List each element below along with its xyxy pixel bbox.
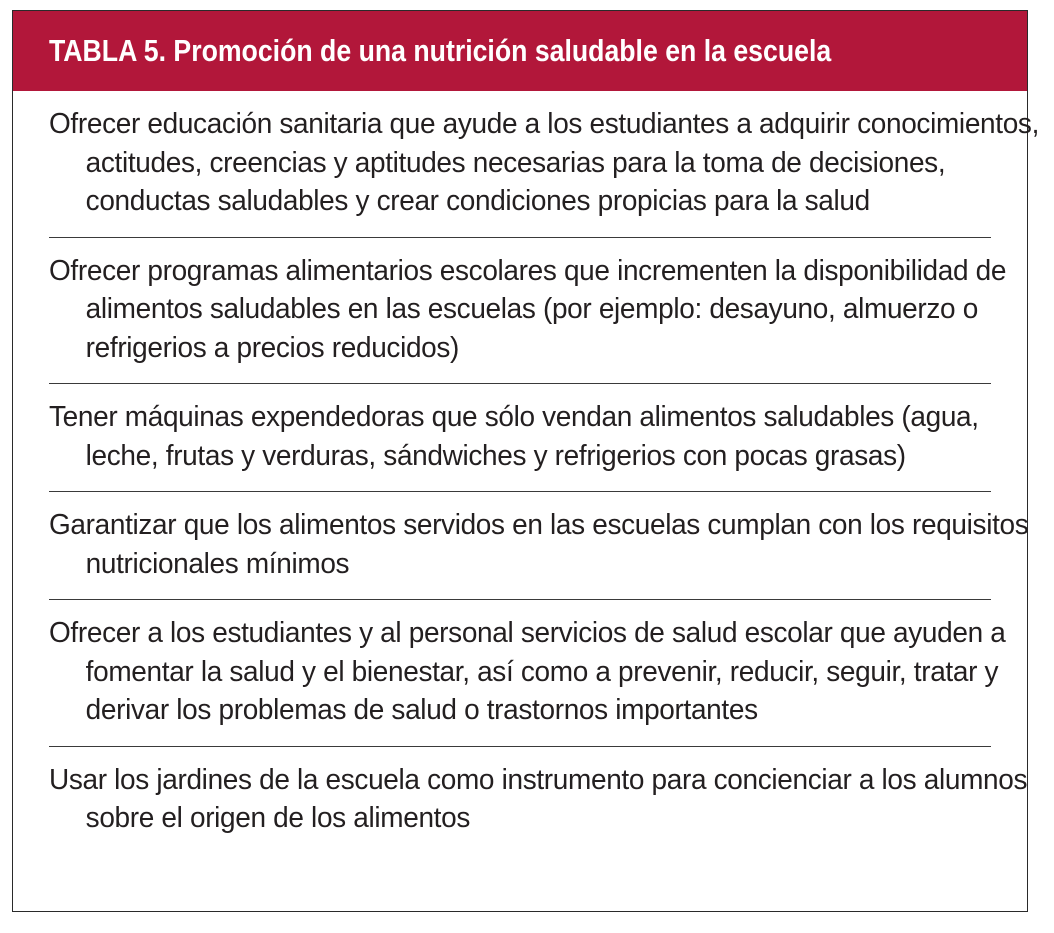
row-text-1: Ofrecer educación sanitaria que ayude a los estudiantes a adquirir conocimientos, actitudes, creencias y aptitudes necesarias para la toma de decisiones, conductas saludables y crear condiciones propicias para la salud — [49, 108, 1040, 217]
table-header — [13, 11, 1027, 91]
row-text-6: Usar los jardines de la escuela como instrumento para concienciar a los alumnos sobre el origen de los alimentos — [49, 763, 1028, 834]
nutrition-table — [12, 10, 1040, 912]
row-text-5: Ofrecer a los estudiantes y al personal servicios de salud escolar que ayuden a fomentar la salud y el bienestar, así como a prevenir, reducir, seguir, tratar y derivar los problemas de salud o trastornos importantes — [49, 617, 1006, 726]
table-row — [49, 91, 1040, 238]
table-row — [49, 747, 1028, 854]
table-title: TABLA 5. Promoción de una nutrición saludable en la escuela — [49, 33, 832, 68]
row-text-3: Tener máquinas expendedoras que sólo vendan alimentos saludables (agua, leche, frutas y verduras, sándwiches y refrigerios con pocas grasas) — [49, 401, 979, 472]
table-row — [49, 492, 1029, 600]
table-row — [49, 384, 991, 492]
table-row — [49, 600, 1006, 747]
table-rows — [13, 91, 1040, 854]
table-row — [49, 238, 1007, 385]
row-text-4: Garantizar que los alimentos servidos en las escuelas cumplan con los requisitos nutricionales mínimos — [49, 509, 1029, 580]
row-text-2: Ofrecer programas alimentarios escolares que incrementen la disponibilidad de alimentos saludables en las escuelas (por ejemplo: desayuno, almuerzo o refrigerios a precios reducidos) — [49, 254, 1007, 364]
